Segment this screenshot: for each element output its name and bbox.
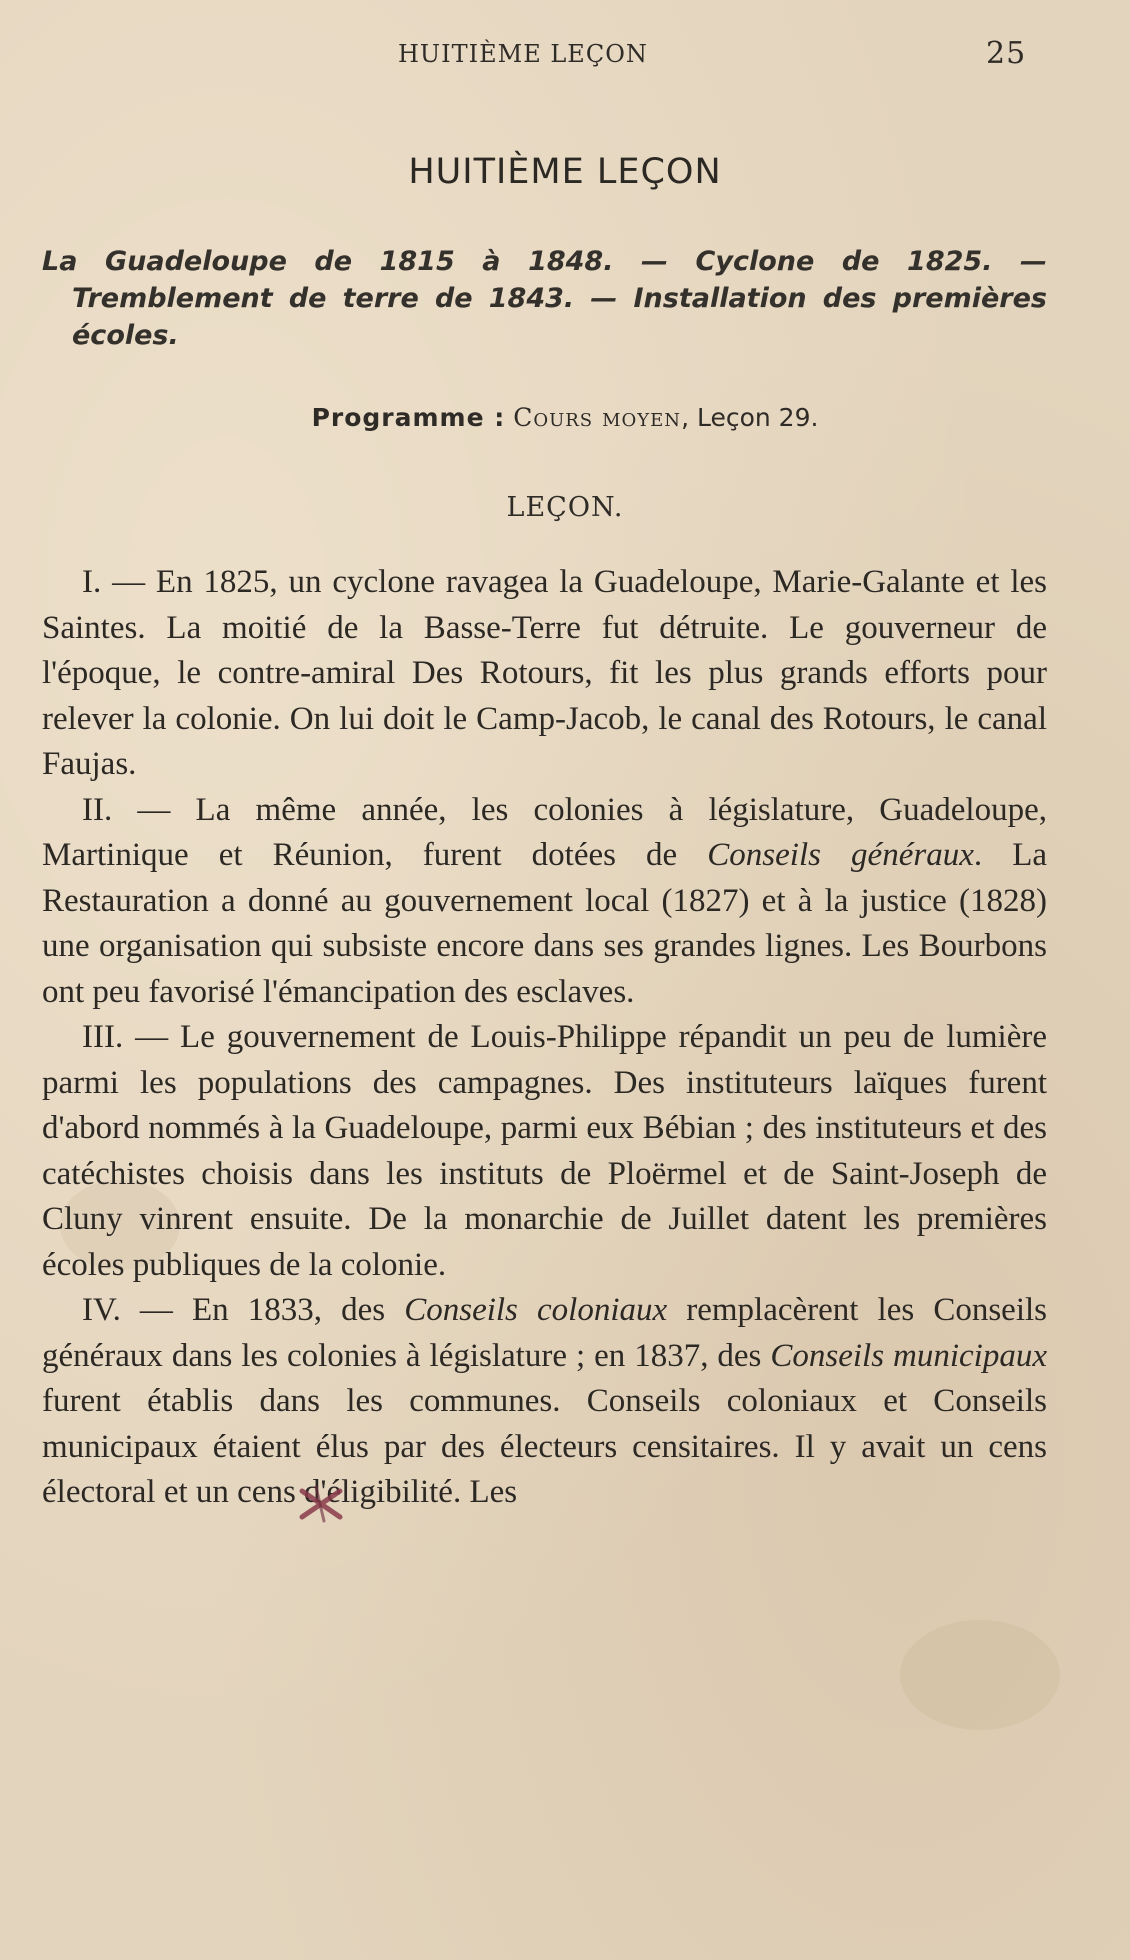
paragraph-4-emphasis-1: Conseils coloniaux [404,1292,668,1328]
programme-course: Cours moyen [513,403,682,432]
lesson-body [42,560,1047,1516]
summary-text: La Guadeloupe de 1815 à 1848. — Cyclone de 1825. — Tremblement de terre de 1843. — Installation des premières écoles. [42,246,1047,351]
paragraph-2 [42,788,1047,1016]
paragraph-4-text-b: remplacèrent les Conseils généraux dans les colonies à législature ; en 1837, des [42,1292,1047,1374]
paragraph-2-text-b: . La Restauration a donné au gouvernement local (1827) et à la justice (1828) une organisation qui subsiste encore dans ses grandes lignes. Les Bourbons ont peu favorisé l'émancipation des esclaves. [42,837,1047,1010]
lesson-summary [42,243,1047,354]
lesson-title: HUITIÈME LEÇON [408,152,722,192]
running-head-title: HUITIÈME LEÇON [398,40,648,68]
paper-stain [900,1620,1060,1730]
paragraph-2-text-a: II. — La même année, les colonies à législature, Guadeloupe, Martinique et Réunion, furent dotées de [42,791,1047,873]
programme-label: Programme : [311,403,506,432]
paragraph-4-text-a: IV. — En 1833, des [82,1292,405,1328]
programme-lesson: Leçon 29. [696,403,819,432]
lecon-heading: LEÇON. [506,492,624,523]
paragraph-4 [42,1288,1047,1516]
paragraph-4-emphasis-2: Conseils municipaux [770,1337,1047,1374]
paragraph-4-text-c: furent établis dans les communes. Conseils coloniaux et Conseils municipaux étaient élus par des électeurs censitaires. Il y avait un cens électoral et un cens d'éligibilité. Les [42,1383,1047,1510]
page-number: 25 [986,36,1027,71]
paragraph-2-emphasis: Conseils généraux [707,837,974,873]
programme-line [0,403,1130,432]
programme-separator: , [681,403,690,432]
ink-cross-mark-icon [296,1485,346,1523]
paragraph-3: III. — Le gouvernement de Louis-Philippe répandit un peu de lumière parmi les populations des campagnes. Des instituteurs laïques furent d'abord nommés à la Guadeloupe, parmi eux Bébian ; des instituteurs et des catéchistes choisis dans les instituts de Ploërmel et de Saint-Joseph de Cluny vinrent ensuite. De la monarchie de Juillet datent les premières écoles publiques de la colonie. [42,1019,1047,1283]
paragraph-1: I. — En 1825, un cyclone ravagea la Guadeloupe, Marie-Galante et les Saintes. La moitié de la Basse-Terre fut détruite. Le gouverneur de l'époque, le contre-amiral Des Rotours, fit les plus grands efforts pour relever la colonie. On lui doit le Camp-Jacob, le canal des Rotours, le canal Faujas. [42,564,1047,782]
